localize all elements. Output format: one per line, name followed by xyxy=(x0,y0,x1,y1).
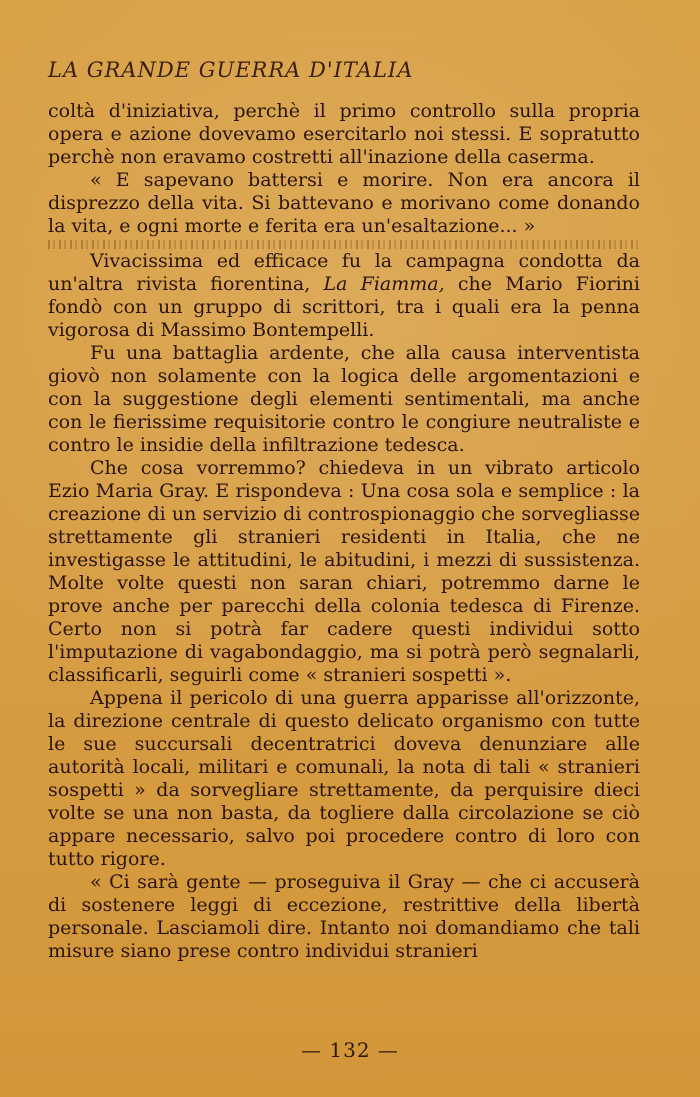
journal-title: La Fiamma, xyxy=(323,273,445,295)
paragraph-4: Fu una battaglia ardente, che alla causa interventista giovò non solamente con la logica delle argomentazioni e con la suggestione degli elementi sentimentali, ma anche con le fierissime requisitorie contro le congiure neutraliste e contro le insidie della infiltrazione tedesca. xyxy=(48,342,640,456)
body-text xyxy=(48,100,640,963)
paragraph-7: « Ci sarà gente — proseguiva il Gray — che ci accuserà di sostenere leggi di eccezione, restrittive della libertà personale. Lasciamoli dire. Intanto noi domandiamo che tali misure siano prese contro individui stranieri xyxy=(48,871,640,962)
paragraph-5: Che cosa vorremmo? chiedeva in un vibrato articolo Ezio Maria Gray. E rispondeva : Una cosa sola e semplice : la creazione di un servizio di controspionaggio che sorvegliasse strettamente gli stranieri residenti in Italia, che ne investigasse le attitudini, le abitudini, i mezzi di sussistenza. Molte volte questi non saran chiari, potremmo darne le prove anche per parecchi della colonia tedesca di Firenze. Certo non si potrà far cadere questi individui sotto l'imputazione di vagabondaggio, ma si potrà però segnalarli, classificarli, seguirli come « stranieri sospetti ». xyxy=(48,457,640,686)
paragraph-3-start: Vivacissima ed efficace fu la campagna condotta da un'altra rivista fiorentina, xyxy=(48,250,640,295)
paragraph-1: coltà d'iniziativa, perchè il primo controllo sulla propria opera e azione dovevamo esercitarlo noi stessi. E sopratutto perchè non eravamo costretti all'inazione della caserma. xyxy=(48,100,640,168)
page-number: — 132 — xyxy=(301,1038,399,1062)
printing-smudge xyxy=(48,240,640,249)
paragraph-3 xyxy=(48,250,640,342)
paragraph-2: « E sapevano battersi e morire. Non era ancora il disprezzo della vita. Si battevano e morivano come donando la vita, e ogni morte e ferita era un'esaltazione... » xyxy=(48,169,640,237)
running-head: LA GRANDE GUERRA D'ITALIA xyxy=(48,58,414,82)
paragraph-6: Appena il pericolo di una guerra apparisse all'orizzonte, la direzione centrale di questo delicato organismo con tutte le sue succursali decentratrici doveva denunziare alle autorità locali, militari e comunali, la nota di tali « stranieri sospetti » da sorvegliare strettamente, da perquisire dieci volte se una non basta, da togliere dalla circolazione se ciò appare necessario, salvo poi procedere contro di loro con tutto rigore. xyxy=(48,687,640,870)
paragraph-3-end: che Mario Fiorini fondò con un gruppo di scrittori, tra i quali era la penna vigorosa di Massimo Bontempelli. xyxy=(48,273,640,341)
